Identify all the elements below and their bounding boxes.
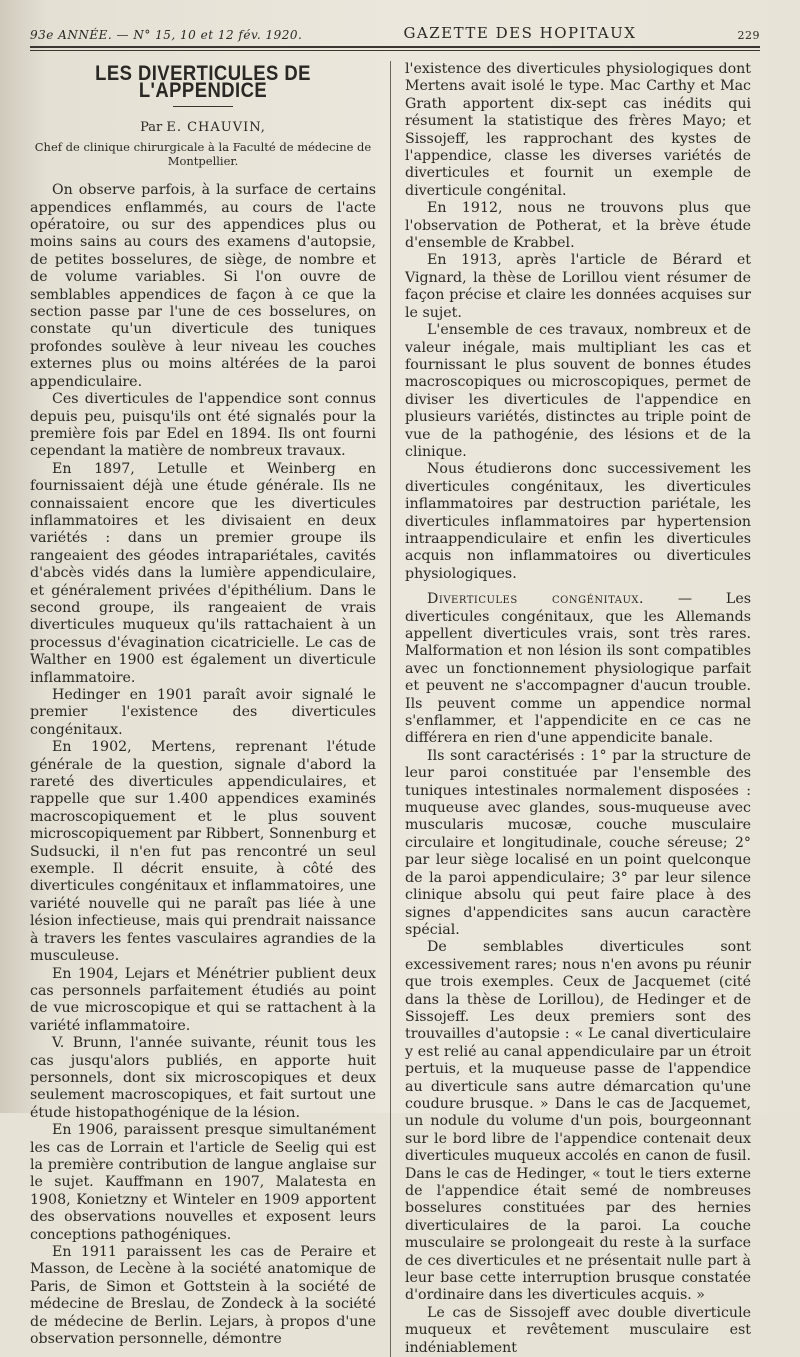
page-number: 229 xyxy=(737,29,760,42)
paragraph: En 1902, Mertens, reprenant l'étude générale de la question, signale d'abord la rareté des diverticules appendiculaires, et rappelle que sur 1.400 appendices examinés macroscopiquement et le plus souvent microscopiquement par Ribbert, Sonnenburg et Sudsucki, il n'en fut pas rencontré un seul exemple. Il décrit ensuite, à côté des diverticules congénitaux et inflammatoires, une variété nouvelle qui ne paraît pas liée à une lésion infectieuse, mais qui prendrait naissance à travers les fentes vasculaires agrandies de la musculeuse. xyxy=(30,739,376,965)
left-column xyxy=(30,61,390,1357)
journal-title: GAZETTE DES HOPITAUX xyxy=(403,24,637,42)
paragraph: En 1913, après l'article de Bérard et Vignard, la thèse de Lorillou vient résumer de façon précise et claire les données acquises sur le sujet. xyxy=(405,252,751,321)
byline xyxy=(30,119,376,136)
paragraph: En 1906, paraissent presque simultanément les cas de Lorrain et l'article de Seelig qui est la première contribution de langue anglaise sur le sujet. Kauffmann en 1907, Malatesta en 1908, Konietzny et Winteler en 1909 apportent des observations nouvelles et exposent leurs conceptions pathogéniques. xyxy=(30,1122,376,1243)
section-paragraph xyxy=(405,591,751,748)
paragraph: En 1912, nous ne trouvons plus que l'observation de Potherat, et la brève étude d'ensemble de Krabbel. xyxy=(405,200,751,252)
issue-info: 93e ANNÉE. — N° 15, 10 et 12 fév. 1920. xyxy=(30,28,303,42)
paragraph: En 1911 paraissent les cas de Peraire et Masson, de Lecène à la société anatomique de Paris, de Simon et Gottstein à la société de médecine de Breslau, de Zondeck à la société de médecine de Berlin. Lejars, à propos d'une observation personnelle, démontre xyxy=(30,1244,376,1348)
author-name: E. CHAUVIN, xyxy=(166,119,266,135)
paragraph: De semblables diverticules sont excessivement rares; nous n'en avons pu réunir que trois exemples. Ceux de Jacquemet (cité dans la thèse de Lorillou), de Hedinger et de Sissojeff. Les deux premiers sont des trouvailles d'autopsie : « Le canal diverticulaire y est relié au canal appendiculaire par un étroit pertuis, et la muqueuse passe de l'appendice au diverticule sans autre démarcation qu'une coudure brusque. » Dans le cas de Jacquemet, un nodule du volume d'un pois, bourgeonnant sur le bord libre de l'appendice contenait deux diverticules muqueux accolés en canon de fusil. Dans le cas de Hedinger, « tout le tiers externe de l'appendice était semé de nombreuses bosselures constituées par des hernies diverticulaires de la paroi. La couche musculaire se prolongeait du reste à la surface de ces diverticules et ne présentait nulle part à leur base cette interruption brusque constatée d'ordinaire dans les diverticules acquis. » xyxy=(405,939,751,1304)
title-divider xyxy=(173,106,233,107)
author-prefix: Par xyxy=(140,119,163,135)
two-columns xyxy=(30,61,760,1357)
header-rule xyxy=(30,46,760,48)
section-text: — Les diverticules congénitaux, que les Allemands appellent diverticules vrais, sont très rares. Malformation et non lésion ils sont compatibles avec un fonctionnement physiologique parfait et peuvent ne s'accompagner d'aucun trouble. Ils peuvent comme un appendice normal s'enflammer, et l'appendicite en ce cas ne différera en rien d'une appendicite banale. xyxy=(405,591,751,747)
paragraph: V. Brunn, l'année suivante, réunit tous les cas jusqu'alors publiés, en apporte huit personnels, dont six microscopiques et deux seulement macroscopiques, et fait surtout une étude histopathogénique de la lésion. xyxy=(30,1035,376,1121)
paragraph: En 1904, Lejars et Ménétrier publient deux cas personnels parfaitement étudiés au point de vue microscopique et qui se rattachent à la variété inflammatoire. xyxy=(30,965,376,1034)
page-header xyxy=(30,18,760,42)
paragraph: Ces diverticules de l'appendice sont connus depuis peu, puisqu'ils ont été signalés pour la première fois par Edel en 1894. Ils ont fourni cependant la matière de nombreux travaux. xyxy=(30,391,376,460)
paragraph: l'existence des diverticules physiologiques dont Mertens avait isolé le type. Mac Carthy et Mac Grath apportent dix-sept cas inédits qui résument la statistique des frères Mayo; et Sissojeff, les rapprochant des kystes de l'appendice, classe les diverses variétés de diverticules et fournit un exemple de diverticule congénital. xyxy=(405,61,751,199)
paragraph: Le cas de Sissojeff avec double diverticule muqueux et revêtement musculaire est indéniablement xyxy=(405,1304,751,1356)
right-column xyxy=(390,61,751,1357)
paragraph: Nous étudierons donc successivement les diverticules congénitaux, les diverticules inflammatoires par destruction pariétale, les diverticules inflammatoires par hypertension intraappendiculaire et enfin les diverticules acquis non inflammatoires ou diverticules physiologiques. xyxy=(405,461,751,582)
paragraph: L'ensemble de ces travaux, nombreux et de valeur inégale, mais multipliant les cas et fournissant le plus souvent de bonnes études macroscopiques ou microscopiques, permet de diviser les diverticules de l'appendice en plusieurs variétés, distinctes au triple point de vue de la pathogénie, des lésions et de la clinique. xyxy=(405,322,751,460)
article-title: LES DIVERTICULES DE L'APPENDICE xyxy=(95,62,311,103)
paragraph: En 1897, Letulle et Weinberg en fournissaient déjà une étude générale. Ils ne connaissaient encore que les diverticules inflammatoires et les divisaient en deux variétés : dans un premier groupe ils rangeaient des géodes intrapariétales, cavités d'abcès vidés dans la lumière appendiculaire, et généralement privées d'épithélium. Dans le second groupe, ils rangeaient de vrais diverticules muqueux qu'ils rattachaient à un processus d'évagination cicatricielle. Le cas de Walther en 1900 est également un diverticule inflammatoire. xyxy=(30,460,376,686)
header-rule-thin xyxy=(30,50,760,51)
paragraph: Ils sont caractérisés : 1° par la structure de leur paroi constituée par l'ensemble des tuniques intestinales normalement disposées : muqueuse avec glandes, sous-muqueuse avec muscularis mucosæ, couche musculaire circulaire et longitudinale, couche séreuse; 2° par leur siège localisé en un point quelconque de la paroi appendiculaire; 3° par leur silence clinique absolu qui peut faire place à des signes d'appendicites sans aucun caractère spécial. xyxy=(405,747,751,938)
author-affiliation: Chef de clinique chirurgicale à la Faculté de médecine de Montpellier. xyxy=(34,140,372,169)
paragraph: Hedinger en 1901 paraît avoir signalé le premier l'existence des diverticules congénitaux. xyxy=(30,687,376,738)
section-heading: Diverticules congénitaux. xyxy=(427,591,645,608)
paragraph: On observe parfois, à la surface de certains appendices enflammés, au cours de l'acte opératoire, ou sur des appendices plus ou moins sains au cours des examens d'autopsie, de petites bosselures, de siège, de nombre et de volume variables. Si l'on ouvre de semblables appendices de façon à ce que la section passe par l'une de ces bosselures, on constate qu'un diverticule des tuniques profondes soulève à leur niveau les couches externes plus ou moins altérées de la paroi appendiculaire. xyxy=(30,182,376,390)
